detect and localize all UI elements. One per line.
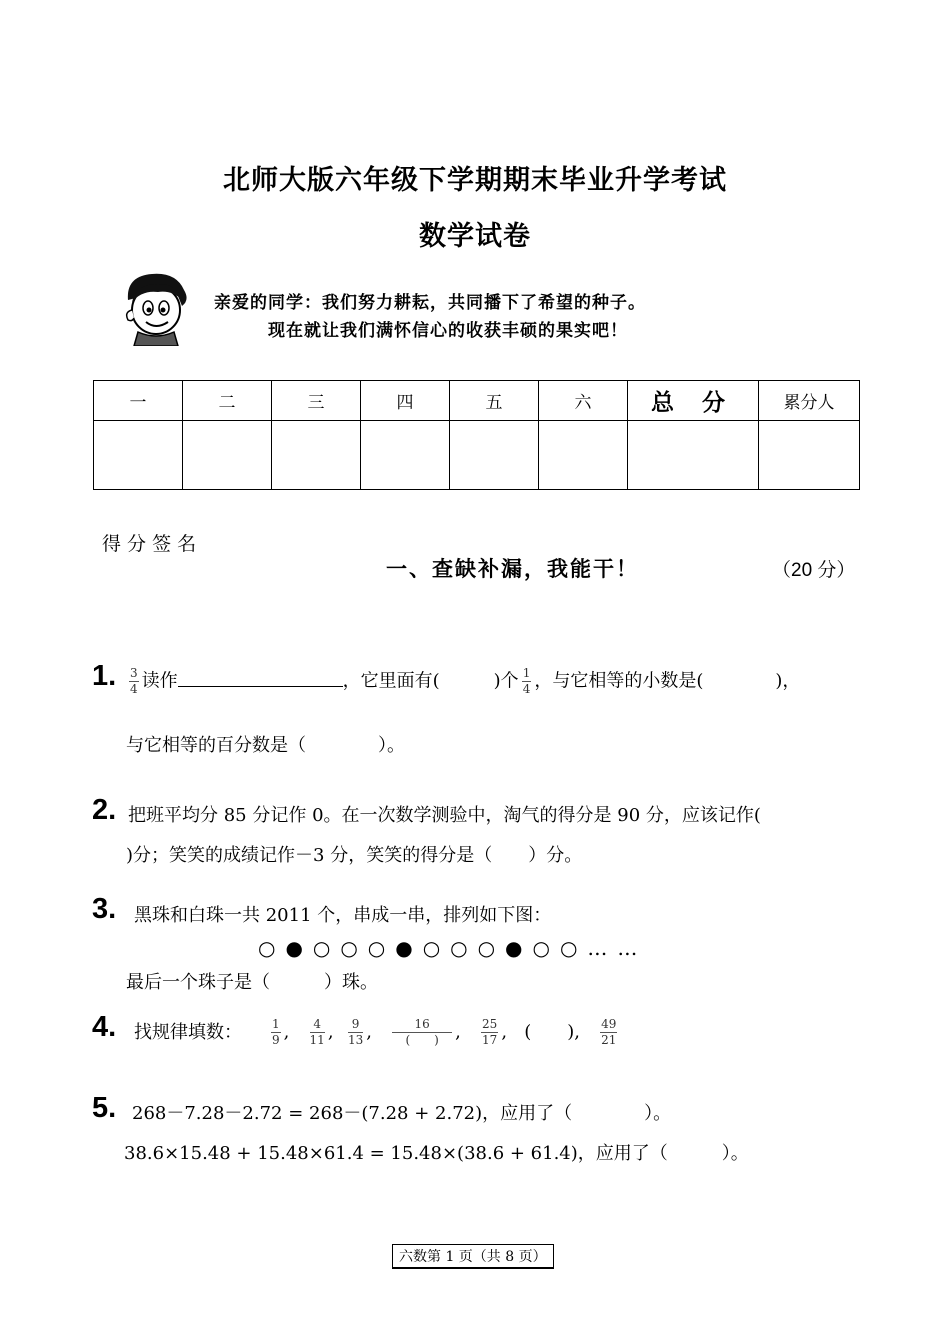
score-header-2: 二 (183, 381, 272, 421)
sequence-term-2: $\frac{4}{11}$ (309, 1017, 325, 1047)
question-2-line-2: )分；笑笑的成绩记作－3 分，笑笑的得分是（ ）分。 (126, 845, 583, 866)
score-header-grader: 累分人 (759, 381, 860, 421)
score-header-5: 五 (450, 381, 539, 421)
question-5-number: 5. (92, 1092, 117, 1124)
question-3-line-1: 黑珠和白珠一共 2011 个，串成一串，排列如下图： (134, 905, 552, 926)
score-cell-6[interactable] (539, 421, 628, 490)
sequence-term-4[interactable]: $\frac{16}{( )}$ (392, 1017, 452, 1048)
score-cell-3[interactable] (272, 421, 361, 490)
score-header-1: 一 (94, 381, 183, 421)
sequence-term-3: $\frac{9}{13}$ (347, 1017, 364, 1047)
bead-sequence: ○●○○○●○○○●○○…… (258, 936, 648, 960)
score-cell-2[interactable] (183, 421, 272, 490)
question-5-line-2: 38.6×15.48 + 15.48×61.4 = 15.48×(38.6 + 61.4)，应用了（ ）。 (124, 1143, 749, 1164)
sequence-term-6-blank[interactable]: ( ) (524, 1021, 575, 1043)
score-cell-total[interactable] (628, 421, 759, 490)
fraction-three-quarters: $\frac{3}{4}$ (130, 666, 138, 696)
exam-title: 北师大版六年级下学期期末毕业升学考试 (223, 165, 727, 196)
sequence-term-7: $\frac{49}{21}$ (601, 1017, 617, 1047)
score-cell-grader[interactable] (759, 421, 860, 490)
question-1-number: 1. (92, 660, 117, 692)
question-2-line-1: 把班平均分 85 分记作 0。在一次数学测验中，淘气的得分是 90 分，应该记作( (128, 805, 761, 826)
score-cell-1[interactable] (94, 421, 183, 490)
fraction-one-quarter: $\frac{1}{4}$ (522, 666, 531, 696)
section-1-points: （20 分） (772, 560, 856, 581)
sequence-term-5: $\frac{25}{17}$ (482, 1017, 498, 1047)
cartoon-boy-illustration (118, 270, 198, 346)
score-signature-label: 得 分 签 名 (102, 533, 197, 555)
score-cell-5[interactable] (450, 421, 539, 490)
sequence-term-1: $\frac{1}{9}$ (272, 1017, 280, 1047)
page-footer: 六数第 1 页（共 8 页） (392, 1244, 554, 1269)
score-header-4: 四 (361, 381, 450, 421)
score-header-total: 总 分 (628, 381, 759, 421)
answer-blank-reading[interactable] (178, 668, 343, 687)
greeting-line-2: 现在就让我们满怀信心的收获丰硕的果实吧！ (268, 321, 628, 341)
question-1-line-1: $\frac{3}{4}$ 读作 ，它里面有( )个 $\frac{1}{4}$ ，与它相等的小数是( )， (130, 666, 801, 696)
score-cell-4[interactable] (361, 421, 450, 490)
score-header-6: 六 (539, 381, 628, 421)
exam-subtitle: 数学试卷 (419, 221, 531, 252)
greeting-line-1: 亲爱的同学：我们努力耕耘，共同播下了希望的种子。 (214, 293, 646, 313)
question-5-line-1: 268－7.28－2.72 = 268－(7.28 + 2.72)，应用了（ ）。 (132, 1103, 672, 1124)
pattern-sequence: $\frac{1}{9}$ , $\frac{4}{11}$ , $\frac{9}{13}$ , $\frac{16}{( )}$ , $\frac{25}{17}$ , ( ), $\frac{49}{21}$ (272, 1017, 617, 1047)
question-3-number: 3. (92, 893, 117, 925)
question-1-line-2: 与它相等的百分数是（ ）。 (126, 735, 405, 756)
question-3-line-2: 最后一个珠子是（ ）珠。 (126, 972, 378, 993)
score-table (93, 380, 860, 490)
score-header-3: 三 (272, 381, 361, 421)
question-4-label: 找规律填数： (134, 1022, 242, 1043)
question-4-number: 4. (92, 1011, 117, 1043)
section-1-heading: 一、查缺补漏，我能干！ (386, 557, 639, 581)
question-2-number: 2. (92, 794, 117, 826)
